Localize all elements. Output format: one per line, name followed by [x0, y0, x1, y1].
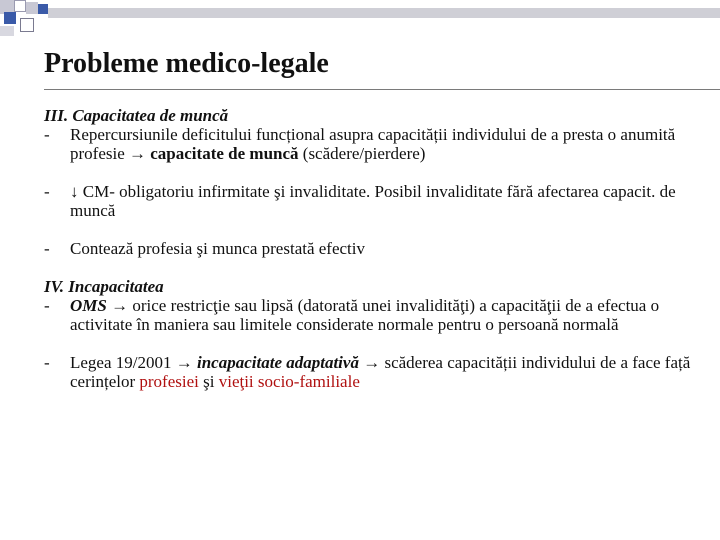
bullet-dash: -	[44, 239, 50, 258]
page-title: Probleme medico-legale	[44, 48, 329, 79]
highlight-text: profesiei	[139, 372, 199, 391]
text-run: → orice restricţie sau lipsă (datorată unei invalidităţi) a capacităţii de a efectua o activitate în maniera sau limitele considerate normale pentru o persoană normală	[70, 296, 660, 334]
text-run: → scăderea capacității individului de a face față cerințelor	[70, 353, 691, 391]
bullet-dash: -	[44, 296, 50, 315]
text-run: Legea 19/2001 →	[70, 353, 197, 372]
list-item	[44, 296, 704, 334]
bullet-dash: -	[44, 353, 50, 372]
list-item-text	[70, 125, 704, 163]
list-item-text	[70, 296, 704, 334]
header-bar	[48, 8, 720, 18]
bullet-dash: -	[44, 125, 50, 144]
emphasis-text: incapacitate adaptativă	[197, 353, 359, 372]
list-item-text	[70, 353, 704, 391]
title-divider	[44, 89, 720, 90]
list-item	[44, 182, 704, 220]
list-item	[44, 125, 704, 163]
list-item-text: ↓ CM- obligatoriu infirmitate şi invaliditate. Posibil invaliditate fără afectarea capacit. de muncă	[70, 182, 676, 220]
list-item-text: Contează profesia şi munca prestată efectiv	[70, 239, 366, 258]
slide-content	[44, 106, 704, 391]
list-item	[44, 239, 704, 258]
section-heading-capacity: III. Capacitatea de muncă	[44, 106, 229, 125]
text-run: Repercursiunile deficitului funcțional asupra capacității individului de a presta o anumită profesie →	[70, 125, 676, 163]
highlight-text: vieţii socio-familiale	[218, 372, 360, 391]
text-run: şi	[198, 372, 219, 391]
emphasis-text: OMS	[70, 296, 107, 315]
list-item	[44, 353, 704, 391]
emphasis-text: capacitate de muncă	[150, 144, 299, 163]
section-heading-incapacity: IV. Incapacitatea	[44, 277, 164, 296]
bullet-dash: -	[44, 182, 50, 201]
text-run: (scădere/pierdere)	[298, 144, 426, 163]
